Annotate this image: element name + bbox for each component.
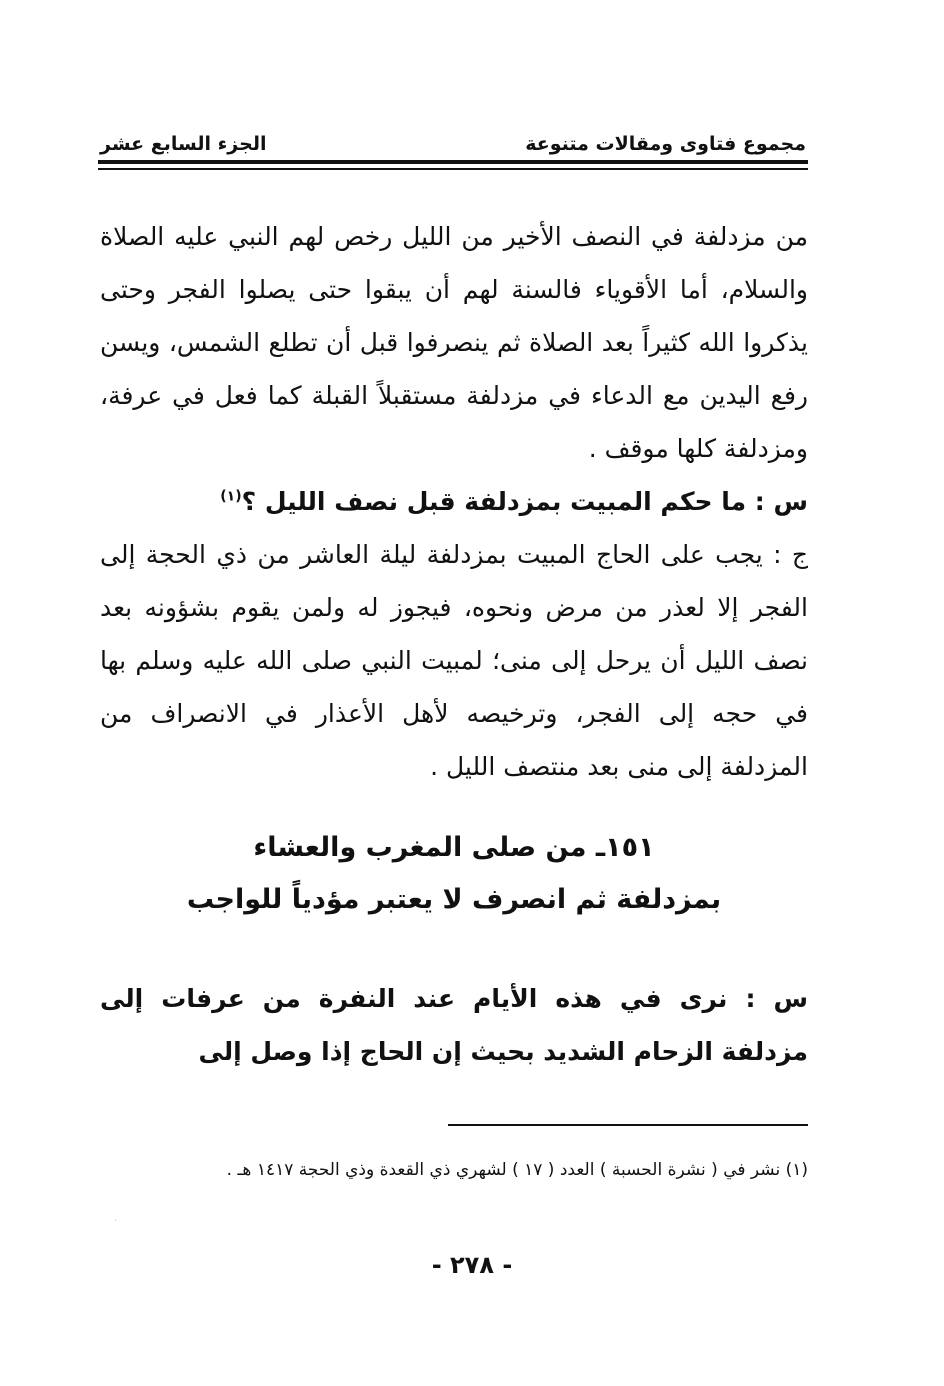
question-2: س : نرى في هذه الأيام عند النفرة من عرفات إلى مزدلفة الزحام الشديد بحيث إن الحاج إذا وصل إلى (100, 984, 808, 1066)
header-rule-thin (98, 168, 808, 170)
scan-speck: · (114, 1216, 118, 1227)
paragraph-continuation: من مزدلفة في النصف الأخير من الليل رخص لهم النبي عليه الصلاة والسلام، أما الأقوياء فالسنة لهم أن يبقوا حتى يصلوا الفجر وحتى يذكروا الله كثيراً بعد الصلاة ثم ينصرفوا قبل أن تطلع الشمس، ويسن رفع اليدين مع الدعاء في مزدلفة مستقبلاً القبلة كما فعل في عرفة، ومزدلفة كلها موقف . (100, 222, 808, 463)
section-heading-line-2: بمزدلفة ثم انصرف لا يعتبر مؤدياً للواجب (186, 884, 722, 915)
volume-label: الجزء السابع عشر (100, 133, 267, 155)
running-header (100, 126, 806, 156)
answer-1: ج : يجب على الحاج المبيت بمزدلفة ليلة العاشر من ذي الحجة إلى الفجر إلا لعذر من مرض ونحوه، فيجوز له ولمن يقوم بشؤونه بعد نصف الليل أن يرحل إلى منى؛ لمبيت النبي صلى الله عليه وسلم بها في حجه إلى الفجر، وترخيصه لأهل الأعذار في الانصراف من المزدلفة إلى منى بعد منتصف الليل . (100, 540, 808, 781)
section-heading-line-1: ١٥١ـ من صلى المغرب والعشاء (253, 832, 655, 863)
header-rule-thick (98, 160, 808, 164)
book-title: مجموع فتاوى ومقالات متنوعة (525, 133, 806, 155)
question-1-text: س : ما حكم المبيت بمزدلفة قبل نصف الليل ؟ (241, 487, 808, 516)
section-heading (100, 822, 808, 926)
footnote-rule (448, 1124, 808, 1126)
body-text (100, 210, 808, 793)
page-number: - ٢٧٨ - (431, 1251, 513, 1279)
footnote-marker: (١) (220, 488, 242, 505)
footnote: (١) نشر في ( نشرة الحسبة ) العدد ( ١٧ ) لشهري ذي القعدة وذي الحجة ١٤١٧ هـ . (226, 1160, 808, 1180)
question-1 (100, 475, 808, 528)
